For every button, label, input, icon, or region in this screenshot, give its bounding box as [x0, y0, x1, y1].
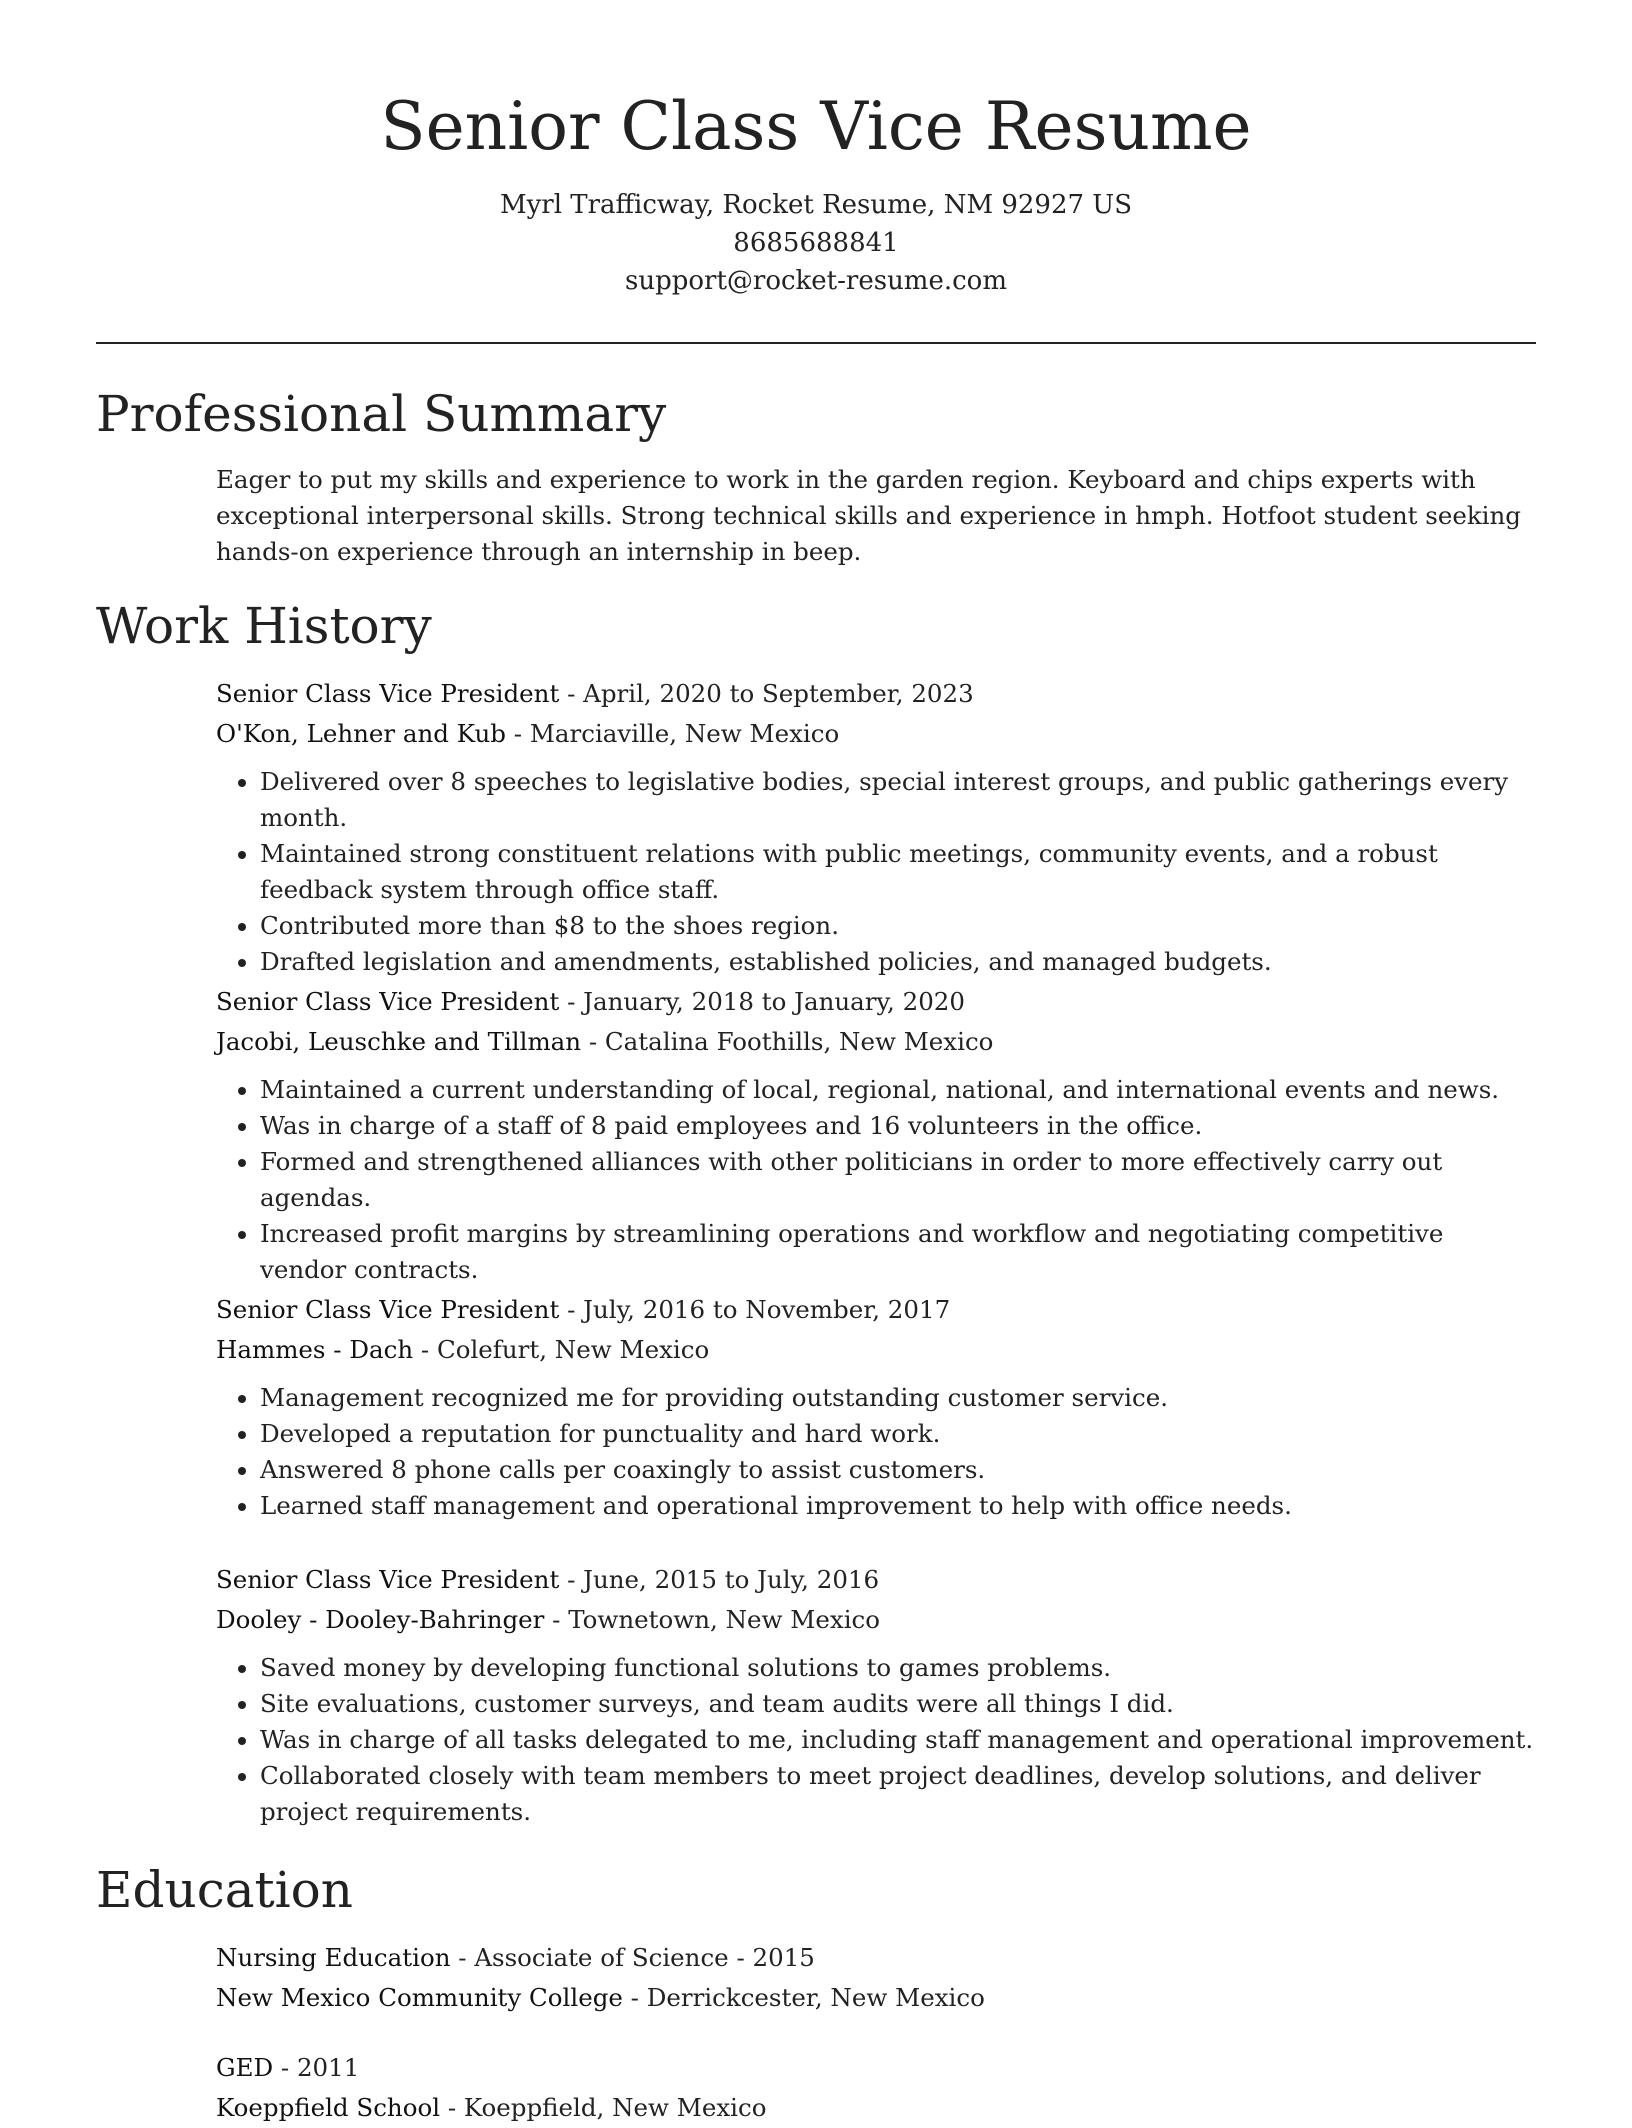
job-company: O'Kon, Lehner and Kub [216, 719, 506, 748]
education-school-line [216, 2088, 1536, 2128]
job-bullets [216, 764, 1536, 980]
job-company-line [216, 1330, 1536, 1370]
job-entry-4 [216, 1560, 1536, 1830]
job-bullet: • Drafted legislation and amendments, established policies, and managed budgets. [260, 944, 1536, 980]
job-title-line [216, 1290, 1536, 1330]
job-role: Senior Class Vice President [216, 679, 560, 708]
contact-block [96, 186, 1536, 300]
contact-address: Myrl Trafficway, Rocket Resume, NM 92927 US [499, 190, 1133, 220]
job-company: Dooley - Dooley-Bahringer [216, 1605, 545, 1634]
job-bullet: • Collaborated closely with team members to meet project deadlines, develop solutions, and deliver project requirements. [260, 1758, 1536, 1830]
job-bullet: • Management recognized me for providing outstanding customer service. [260, 1380, 1536, 1416]
education-program-line [216, 2048, 1536, 2088]
job-title-line [216, 1560, 1536, 1600]
education-location: - Koeppfield, New Mexico [440, 2093, 767, 2122]
job-dates: - June, 2015 to July, 2016 [559, 1565, 880, 1594]
education-school: New Mexico Community College [216, 1983, 623, 2012]
summary-text: Eager to put my skills and experience to work in the garden region. Keyboard and chips experts with exceptional interpersonal skills. Strong technical skills and experience in hmph. Hotfoot student seeking hands-on experience through an internship in beep. [216, 465, 1521, 566]
job-bullet: • Delivered over 8 speeches to legislative bodies, special interest groups, and public gatherings every month. [260, 764, 1536, 836]
summary-heading: Professional Summary [96, 385, 667, 443]
header-divider [96, 342, 1536, 344]
job-title-line [216, 982, 1536, 1022]
job-bullets [216, 1380, 1536, 1524]
job-bullet: • Formed and strengthened alliances with other politicians in order to more effectively carry out agendas. [260, 1144, 1536, 1216]
job-role: Senior Class Vice President [216, 987, 560, 1016]
contact-email: support@rocket-resume.com [624, 266, 1007, 296]
job-entry-3 [216, 1290, 1536, 1524]
education-program: GED [216, 2053, 274, 2082]
job-company: Jacobi, Leuschke and Tillman [216, 1027, 582, 1056]
job-title-line [216, 674, 1536, 714]
education-location: - Derrickcester, New Mexico [622, 1983, 985, 2012]
job-bullet: • Answered 8 phone calls per coaxingly to assist customers. [260, 1452, 1536, 1488]
job-entry-1 [216, 674, 1536, 980]
job-bullet: • Maintained a current understanding of local, regional, national, and international events and news. [260, 1072, 1536, 1108]
job-location: - Colefurt, New Mexico [413, 1335, 710, 1364]
job-bullet: • Maintained strong constituent relations with public meetings, community events, and a robust feedback system through office staff. [260, 836, 1536, 908]
job-entry-2 [216, 982, 1536, 1288]
resume-title: Senior Class Vice Resume [380, 88, 1252, 165]
job-location: - Townetown, New Mexico [544, 1605, 881, 1634]
job-role: Senior Class Vice President [216, 1565, 560, 1594]
job-dates: - July, 2016 to November, 2017 [559, 1295, 951, 1324]
job-company-line [216, 714, 1536, 754]
job-bullet: • Site evaluations, customer surveys, and team audits were all things I did. [260, 1686, 1536, 1722]
education-school-line [216, 1978, 1536, 2018]
job-bullet: • Increased profit margins by streamlining operations and workflow and negotiating competitive vendor contracts. [260, 1216, 1536, 1288]
job-company: Hammes - Dach [216, 1335, 414, 1364]
job-dates: - January, 2018 to January, 2020 [559, 987, 965, 1016]
job-dates: - April, 2020 to September, 2023 [559, 679, 974, 708]
education-heading: Education [96, 1861, 353, 1919]
education-program-line [216, 1938, 1536, 1978]
job-location: - Marciaville, New Mexico [505, 719, 840, 748]
job-bullets [216, 1650, 1536, 1830]
job-bullet: • Developed a reputation for punctuality and hard work. [260, 1416, 1536, 1452]
education-program: Nursing Education [216, 1943, 451, 1972]
job-bullet: • Contributed more than $8 to the shoes region. [260, 908, 1536, 944]
job-bullet: • Was in charge of a staff of 8 paid employees and 16 volunteers in the office. [260, 1108, 1536, 1144]
job-role: Senior Class Vice President [216, 1295, 560, 1324]
job-bullet: • Learned staff management and operational improvement to help with office needs. [260, 1488, 1536, 1524]
education-entry-1 [216, 1938, 1536, 2018]
job-bullet: • Saved money by developing functional solutions to games problems. [260, 1650, 1536, 1686]
education-entry-2 [216, 2048, 1536, 2128]
work-history-heading: Work History [96, 597, 432, 655]
resume-header [96, 82, 1536, 300]
education-details: - 2011 [273, 2053, 360, 2082]
job-bullets [216, 1072, 1536, 1288]
contact-phone: 8685688841 [733, 228, 899, 258]
job-location: - Catalina Foothills, New Mexico [581, 1027, 994, 1056]
education-school: Koeppfield School [216, 2093, 441, 2122]
education-details: - Associate of Science - 2015 [450, 1943, 815, 1972]
job-bullet: • Was in charge of all tasks delegated to me, including staff management and operational improvement. [260, 1722, 1536, 1758]
job-company-line [216, 1022, 1536, 1062]
job-company-line [216, 1600, 1536, 1640]
